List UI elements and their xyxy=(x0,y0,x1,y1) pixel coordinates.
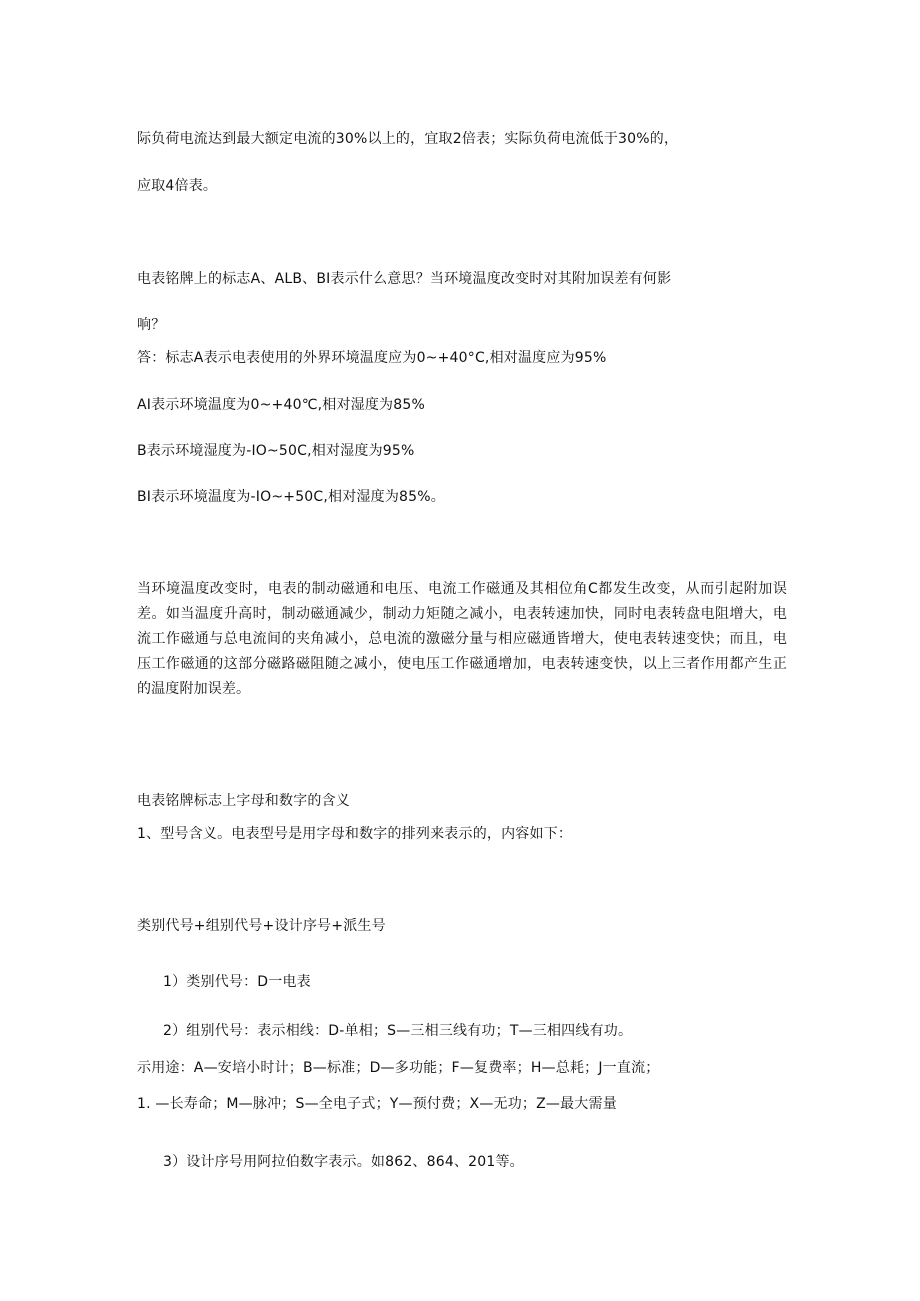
explanation-paragraph: 当环境温度改变时，电表的制动磁通和电压、电流工作磁通及其相位角C都发生改变，从而引起附加误差。如当温度升高时，制动磁通减少，制动力矩随之减小，电表转速加快，同时电表转盘电阻增大，电流工作磁通与总电流间的夹角减小，总电流的激磁分量与相应磁通皆增大，使电表转速变快；而且，电压工作磁通的这部分磁路磁阻随之减小，使电压工作磁通增加，电表转速变快，以上三者作用都产生正的温度附加误差。 xyxy=(137,581,787,697)
question-line-1: 电表铭牌上的标志A、ALB、BI表示什么意思？当环境温度改变时对其附加误差有何影 xyxy=(137,271,672,287)
sub-item-1: 1）类别代号：D一电表 xyxy=(163,974,311,990)
text-line-1: 际负荷电流达到最大额定电流的30%以上的，宜取2倍表；实际负荷电流低于30%的， xyxy=(137,131,679,147)
section-heading: 电表铭牌标志上字母和数字的含义 xyxy=(137,793,350,809)
spec-b: B表示环境湿度为-IO~50C,相对湿度为95% xyxy=(137,443,415,459)
spec-ai: AI表示环境温度为0~+40℃,相对湿度为85% xyxy=(137,397,425,413)
usage-line-2: 1. —长寿命；M—脉冲；S—全电子式；Y—预付费；X—无功；Z—最大需量 xyxy=(137,1096,617,1112)
sub-item-3: 3）设计序号用阿拉伯数字表示。如862、864、201等。 xyxy=(163,1154,524,1170)
sub-item-2: 2）组别代号：表示相线：D-单相；S—三相三线有功；T—三相四线有功。 xyxy=(163,1023,633,1039)
usage-line-1: 示用途：A—安培小时计；B—标准；D—多功能；F—复费率；H—总耗；J一直流； xyxy=(137,1060,660,1076)
answer-line: 答：标志A表示电表使用的外界环境温度应为0~+40°C,相对温度应为95% xyxy=(137,350,607,366)
text-line-2: 应取4倍表。 xyxy=(137,178,218,194)
spec-bi: BI表示环境温度为-IO~+50C,相对湿度为85%。 xyxy=(137,489,445,505)
model-formula: 类别代号+组别代号+设计序号+派生号 xyxy=(137,918,386,934)
question-line-2: 响？ xyxy=(137,317,166,333)
item-1: 1、型号含义。电表型号是用字母和数字的排列来表示的，内容如下： xyxy=(137,826,573,842)
